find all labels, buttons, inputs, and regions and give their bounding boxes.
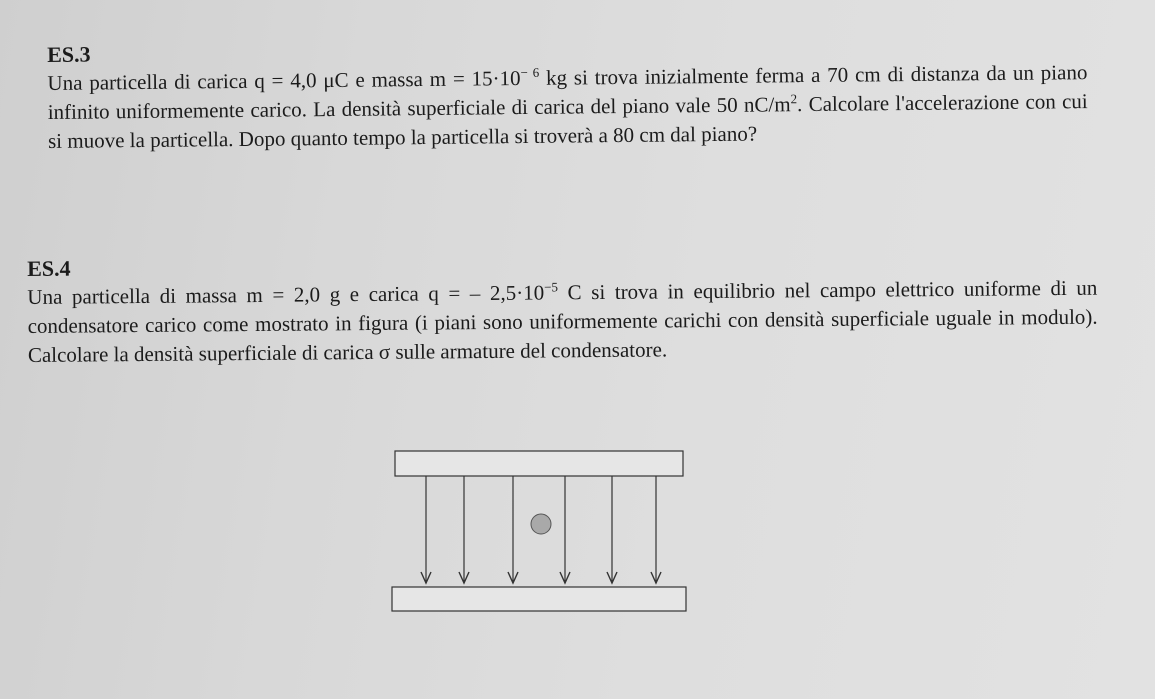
ex3-text-part3: . Calcolare l'accelerazione con cui si muove la particella. Dopo quanto tempo la particella si troverà a 80 cm dal piano? — [47, 89, 1088, 153]
ex3-exponent-area: 2 — [790, 91, 798, 107]
ex4-text-part1: Una particella di massa m = 2,0 g e carica q = – 2,5·10 — [27, 280, 545, 309]
ex3-text-part1: Una particella di carica q = 4,0 μC e massa m = 15·10 — [47, 66, 521, 95]
exercise-3 — [47, 29, 1088, 156]
ex3-text-part2: kg si trova inizialmente ferma a 70 cm di distanza da un piano infinito uniformemente carico. La densità superficiale di carica del piano vale 50 nC/m — [47, 60, 1088, 124]
charged-particle — [531, 514, 551, 534]
exercise-4 — [27, 245, 1098, 370]
capacitor-figure — [390, 445, 690, 615]
ex4-text-part2: C si trova in equilibrio nel campo elettrico uniforme di un condensatore carico come mostrato in figura (i piani sono uniformemente carichi con densità superficiale uguale in modulo). Calcolare la densità superficiale di carica σ sulle armature del condensatore. — [27, 275, 1098, 367]
bottom-plate — [392, 587, 686, 611]
top-plate — [395, 451, 683, 476]
exercise-4-text — [27, 274, 1098, 370]
ex4-exponent-charge: −5 — [544, 279, 559, 295]
exercise-4-title: ES.4 — [27, 255, 71, 281]
exercise-3-text — [47, 58, 1088, 156]
exercise-3-title: ES.3 — [47, 41, 91, 67]
ex3-exponent-mass: − 6 — [520, 64, 540, 81]
